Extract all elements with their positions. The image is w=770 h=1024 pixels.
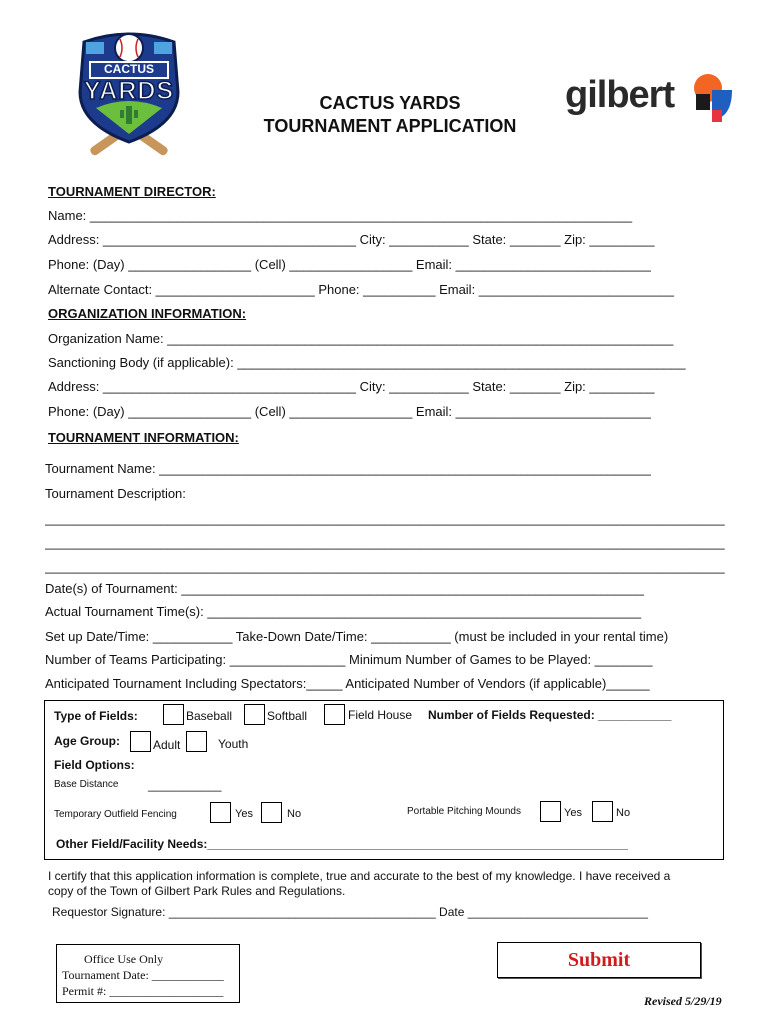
mounds-no-checkbox[interactable] [592, 801, 613, 822]
signature-date-field[interactable]: Requestor Signature: ________________________________________ Date ___________________________ [52, 905, 648, 919]
spectators-vendors-field[interactable]: Anticipated Tournament Including Spectators:_____ Anticipated Number of Vendors (if applicable)______ [45, 676, 650, 691]
office-use-title: Office Use Only [84, 952, 164, 966]
mounds-yes-checkbox[interactable] [540, 801, 561, 822]
logo-line2: YARDS [83, 77, 175, 105]
page-title-line2: TOURNAMENT APPLICATION [263, 116, 517, 136]
base-distance-label: Base Distance [54, 779, 119, 790]
tournament-description-label: Tournament Description: [45, 486, 186, 501]
fencing-yes-label: Yes [235, 808, 253, 820]
description-line-1[interactable]: ______________________________________________________________________________________________ [45, 511, 725, 526]
youth-label: Youth [218, 737, 249, 751]
submit-label: Submit [567, 949, 631, 971]
mounds-label: Portable Pitching Mounds [407, 806, 521, 817]
teams-games-field[interactable]: Number of Teams Participating: ________________ Minimum Number of Games to be Played: ________ [45, 652, 653, 667]
tournament-name-field[interactable]: Tournament Name: ____________________________________________________________________ [45, 461, 651, 476]
certification-text-line1: I certify that this application information is complete, true and accurate to the best of my knowledge. I have received a [48, 869, 671, 883]
director-name-field[interactable]: Name: ___________________________________________________________________________ [48, 208, 633, 223]
field-house-label: Field House [348, 708, 413, 722]
field-options-label: Field Options: [54, 758, 135, 772]
description-line-3[interactable]: ______________________________________________________________________________________________ [45, 559, 725, 574]
tournament-dates-field[interactable]: Date(s) of Tournament: ________________________________________________________________ [45, 581, 645, 596]
softball-label: Softball [267, 709, 308, 723]
base-distance-field[interactable]: ___________ [148, 778, 222, 792]
gilbert-mark-icon [686, 68, 736, 124]
type-of-fields-label: Type of Fields: [54, 709, 138, 723]
age-group-label: Age Group: [54, 734, 120, 748]
youth-checkbox[interactable] [186, 731, 207, 752]
director-alternate-field[interactable]: Alternate Contact: ______________________ Phone: __________ Email: ___________________________ [48, 282, 675, 297]
fencing-no-label: No [287, 808, 302, 820]
org-address-field[interactable]: Address: ___________________________________ City: ___________ State: _______ Zip: _________ [48, 379, 655, 394]
adult-label: Adult [153, 738, 181, 752]
sanctioning-field[interactable]: Sanctioning Body (if applicable): ______________________________________________________________ [48, 355, 686, 370]
org-name-field[interactable]: Organization Name: ______________________________________________________________________ [48, 331, 674, 346]
field-house-checkbox[interactable] [324, 704, 345, 725]
org-phone-field[interactable]: Phone: (Day) _________________ (Cell) _________________ Email: ___________________________ [48, 404, 651, 419]
description-line-2[interactable]: ______________________________________________________________________________________________ [45, 535, 725, 550]
fencing-no-checkbox[interactable] [261, 802, 282, 823]
setup-takedown-field[interactable]: Set up Date/Time: ___________ Take-Down Date/Time: ___________ (must be included in your rental time) [45, 629, 669, 644]
certification-text-line2: copy of the Town of Gilbert Park Rules and Regulations. [48, 884, 346, 898]
softball-checkbox[interactable] [244, 704, 265, 725]
page-title-line1: CACTUS YARDS [319, 93, 461, 113]
logo-line1: CACTUS [104, 62, 154, 76]
fencing-yes-checkbox[interactable] [210, 802, 231, 823]
adult-checkbox[interactable] [130, 731, 151, 752]
director-heading: TOURNAMENT DIRECTOR: [48, 184, 216, 199]
fencing-label: Temporary Outfield Fencing [54, 809, 177, 820]
office-tournament-date: Tournament Date: ____________ [62, 968, 224, 982]
director-phone-field[interactable]: Phone: (Day) _________________ (Cell) _________________ Email: ___________________________ [48, 257, 651, 272]
tournament-times-field[interactable]: Actual Tournament Time(s): ____________________________________________________________ [45, 604, 642, 619]
office-permit: Permit #: ___________________ [62, 984, 224, 998]
organization-heading: ORGANIZATION INFORMATION: [48, 306, 247, 321]
mounds-no-label: No [616, 807, 631, 819]
baseball-checkbox[interactable] [163, 704, 184, 725]
other-needs-field[interactable]: Other Field/Facility Needs:_______________________________________________________________ [56, 837, 628, 851]
fields-section-box [44, 700, 724, 860]
mounds-yes-label: Yes [564, 807, 582, 819]
gilbert-logo: gilbert [565, 74, 675, 116]
revised-date: Revised 5/29/19 [644, 994, 722, 1008]
number-of-fields-field[interactable]: Number of Fields Requested: ___________ [428, 708, 672, 722]
cactus-yards-logo [66, 20, 192, 160]
tournament-heading: TOURNAMENT INFORMATION: [48, 430, 239, 445]
baseball-label: Baseball [186, 709, 233, 723]
director-address-field[interactable]: Address: ___________________________________ City: ___________ State: _______ Zip: _________ [48, 232, 655, 247]
submit-button[interactable] [497, 942, 701, 978]
